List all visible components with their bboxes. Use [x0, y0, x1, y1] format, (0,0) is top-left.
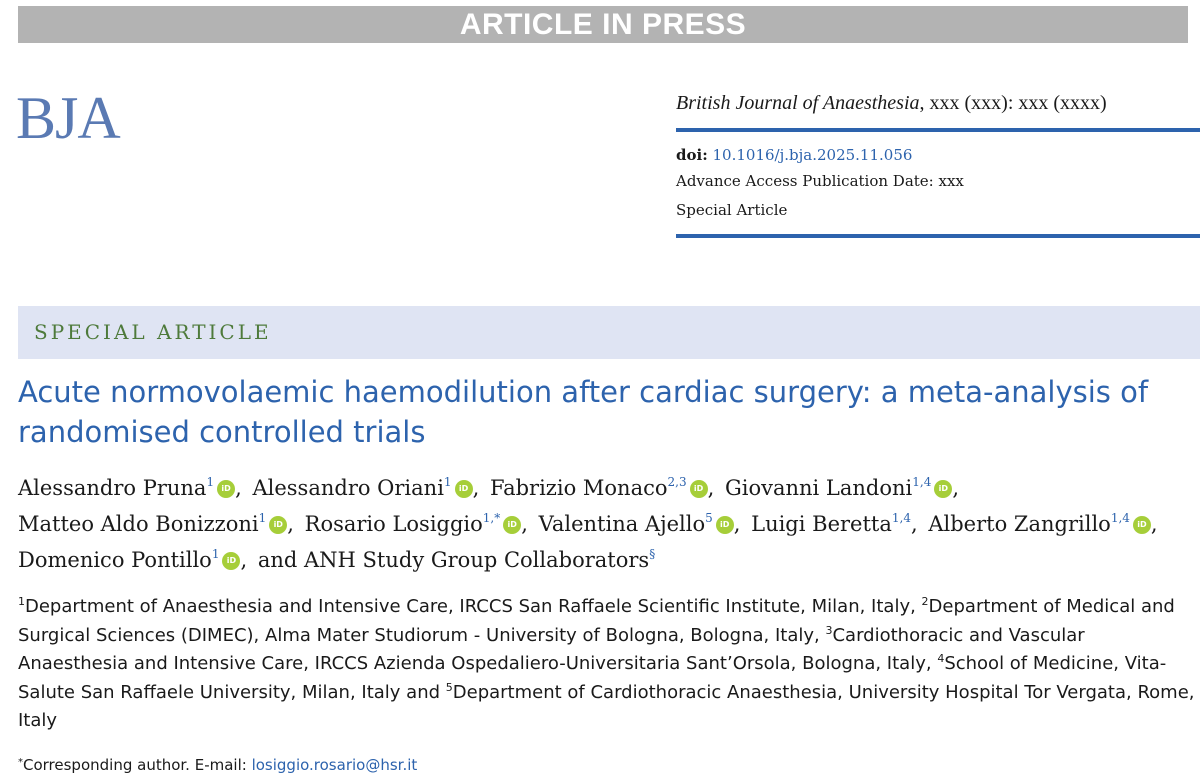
author-item	[18, 476, 235, 500]
corresponding-label: Corresponding author. E-mail:	[23, 756, 252, 774]
affiliation-number: 5	[445, 680, 453, 694]
orcid-icon[interactable]: iD	[503, 516, 521, 534]
orcid-icon[interactable]: iD	[269, 516, 287, 534]
author-affiliation-link[interactable]: 1	[443, 475, 452, 489]
corresponding-email-link[interactable]: losiggio.rosario@hsr.it	[251, 756, 418, 774]
doi-label: doi:	[676, 146, 708, 164]
doi-line	[676, 146, 912, 164]
journal-name: British Journal of Anaesthesia	[676, 92, 920, 114]
affiliation-number: 2	[921, 595, 929, 608]
author-separator: ,	[1150, 512, 1158, 536]
corresponding-author	[18, 756, 1198, 774]
author-separator: ,	[235, 476, 242, 500]
author-separator: ,	[707, 476, 715, 500]
author-item	[928, 512, 1151, 536]
author-separator: ,	[952, 476, 960, 500]
author-name: Domenico Pontillo	[18, 548, 212, 572]
author-name: Alessandro Oriani	[252, 476, 444, 500]
author-affiliation-link[interactable]: 1,4	[891, 511, 911, 525]
journal-volume-info: , xxx (xxx): xxx (xxxx)	[919, 92, 1107, 114]
affiliation-text: Cardiothoracic and Vascular Anaesthesia and Intensive Care, IRCCS Azienda Ospedaliero-Universitaria Sant’Orsola, Bologna, Italy,	[18, 624, 1085, 675]
author-separator: ,	[910, 512, 918, 536]
author-separator: ,	[521, 512, 528, 536]
author-affiliation-link[interactable]: §	[649, 547, 656, 561]
author-separator: ,	[733, 512, 741, 536]
article-in-press-banner: ARTICLE IN PRESS	[18, 6, 1188, 43]
author-item	[258, 548, 655, 572]
orcid-icon[interactable]: iD	[455, 480, 473, 498]
author-item	[751, 512, 911, 536]
advance-access-date: Advance Access Publication Date: xxx	[676, 172, 964, 190]
author-affiliation-link[interactable]: 1	[258, 511, 267, 525]
author-name: and ANH Study Group Collaborators	[257, 548, 650, 572]
affiliation-number: 1	[18, 595, 25, 608]
author-item	[305, 512, 522, 536]
author-affiliation-link[interactable]: 1,4	[1110, 511, 1130, 525]
author-name: Matteo Aldo Bonizzoni	[18, 512, 259, 536]
section-label: SPECIAL ARTICLE	[34, 320, 272, 344]
author-affiliation-link[interactable]: 2,3	[667, 475, 687, 489]
author-item	[18, 548, 240, 572]
orcid-icon[interactable]: iD	[934, 480, 952, 498]
author-name: Alessandro Pruna	[18, 476, 207, 500]
author-affiliation-link[interactable]: 1,4	[912, 475, 932, 489]
author-name: Luigi Beretta	[751, 512, 892, 536]
author-name: Giovanni Landoni	[724, 476, 913, 500]
author-separator: ,	[287, 512, 294, 536]
author-affiliation-link[interactable]: 1	[206, 475, 215, 489]
author-item	[252, 476, 472, 500]
affiliation-number: 3	[825, 623, 833, 637]
author-list	[18, 470, 1198, 578]
corresponding-mark: *	[18, 757, 23, 768]
article-title: Acute normovolaemic haemodilution after cardiac surgery: a meta-analysis of randomised controlled trials	[18, 375, 1149, 449]
author-affiliation-link[interactable]: 1,*	[482, 511, 501, 525]
author-affiliation-link[interactable]: 1	[211, 547, 220, 561]
affiliation-number: 4	[937, 652, 945, 666]
author-name: Fabrizio Monaco	[489, 476, 668, 500]
orcid-icon[interactable]: iD	[217, 480, 235, 498]
doi-link[interactable]: 10.1016/j.bja.2025.11.056	[712, 146, 913, 164]
author-separator: ,	[240, 548, 248, 572]
author-item	[725, 476, 952, 500]
section-band	[18, 306, 1200, 359]
orcid-icon[interactable]: iD	[1133, 516, 1151, 534]
author-separator: ,	[472, 476, 480, 500]
journal-logo: BJA	[16, 85, 120, 151]
author-name: Valentina Ajello	[538, 512, 706, 536]
author-name: Alberto Zangrillo	[928, 512, 1111, 536]
header-rule-top	[676, 128, 1200, 132]
orcid-icon[interactable]: iD	[222, 552, 240, 570]
author-name: Rosario Losiggio	[304, 512, 483, 536]
author-item	[18, 512, 287, 536]
article-type: Special Article	[676, 201, 788, 219]
header-rule-bottom	[676, 234, 1200, 238]
orcid-icon[interactable]: iD	[690, 480, 708, 498]
affiliations	[18, 593, 1198, 736]
affiliation-text: Department of Anaesthesia and Intensive Care, IRCCS San Raffaele Scientific Institute, Milan, Italy,	[25, 596, 922, 617]
affiliation-text: Department of Cardiothoracic Anaesthesia, University Hospital Tor Vergata, Rome, Italy	[18, 681, 1195, 732]
author-item	[539, 512, 734, 536]
author-affiliation-link[interactable]: 5	[705, 511, 713, 525]
affiliation-text: School of Medicine, Vita-Salute San Raffaele University, Milan, Italy and	[18, 653, 1167, 703]
affiliation-text: Department of Medical and Surgical Sciences (DIMEC), Alma Mater Studiorum - University of Bologna, Bologna, Italy,	[18, 596, 1175, 646]
author-item	[490, 476, 708, 500]
orcid-icon[interactable]: iD	[716, 516, 734, 534]
journal-citation	[676, 92, 1107, 115]
